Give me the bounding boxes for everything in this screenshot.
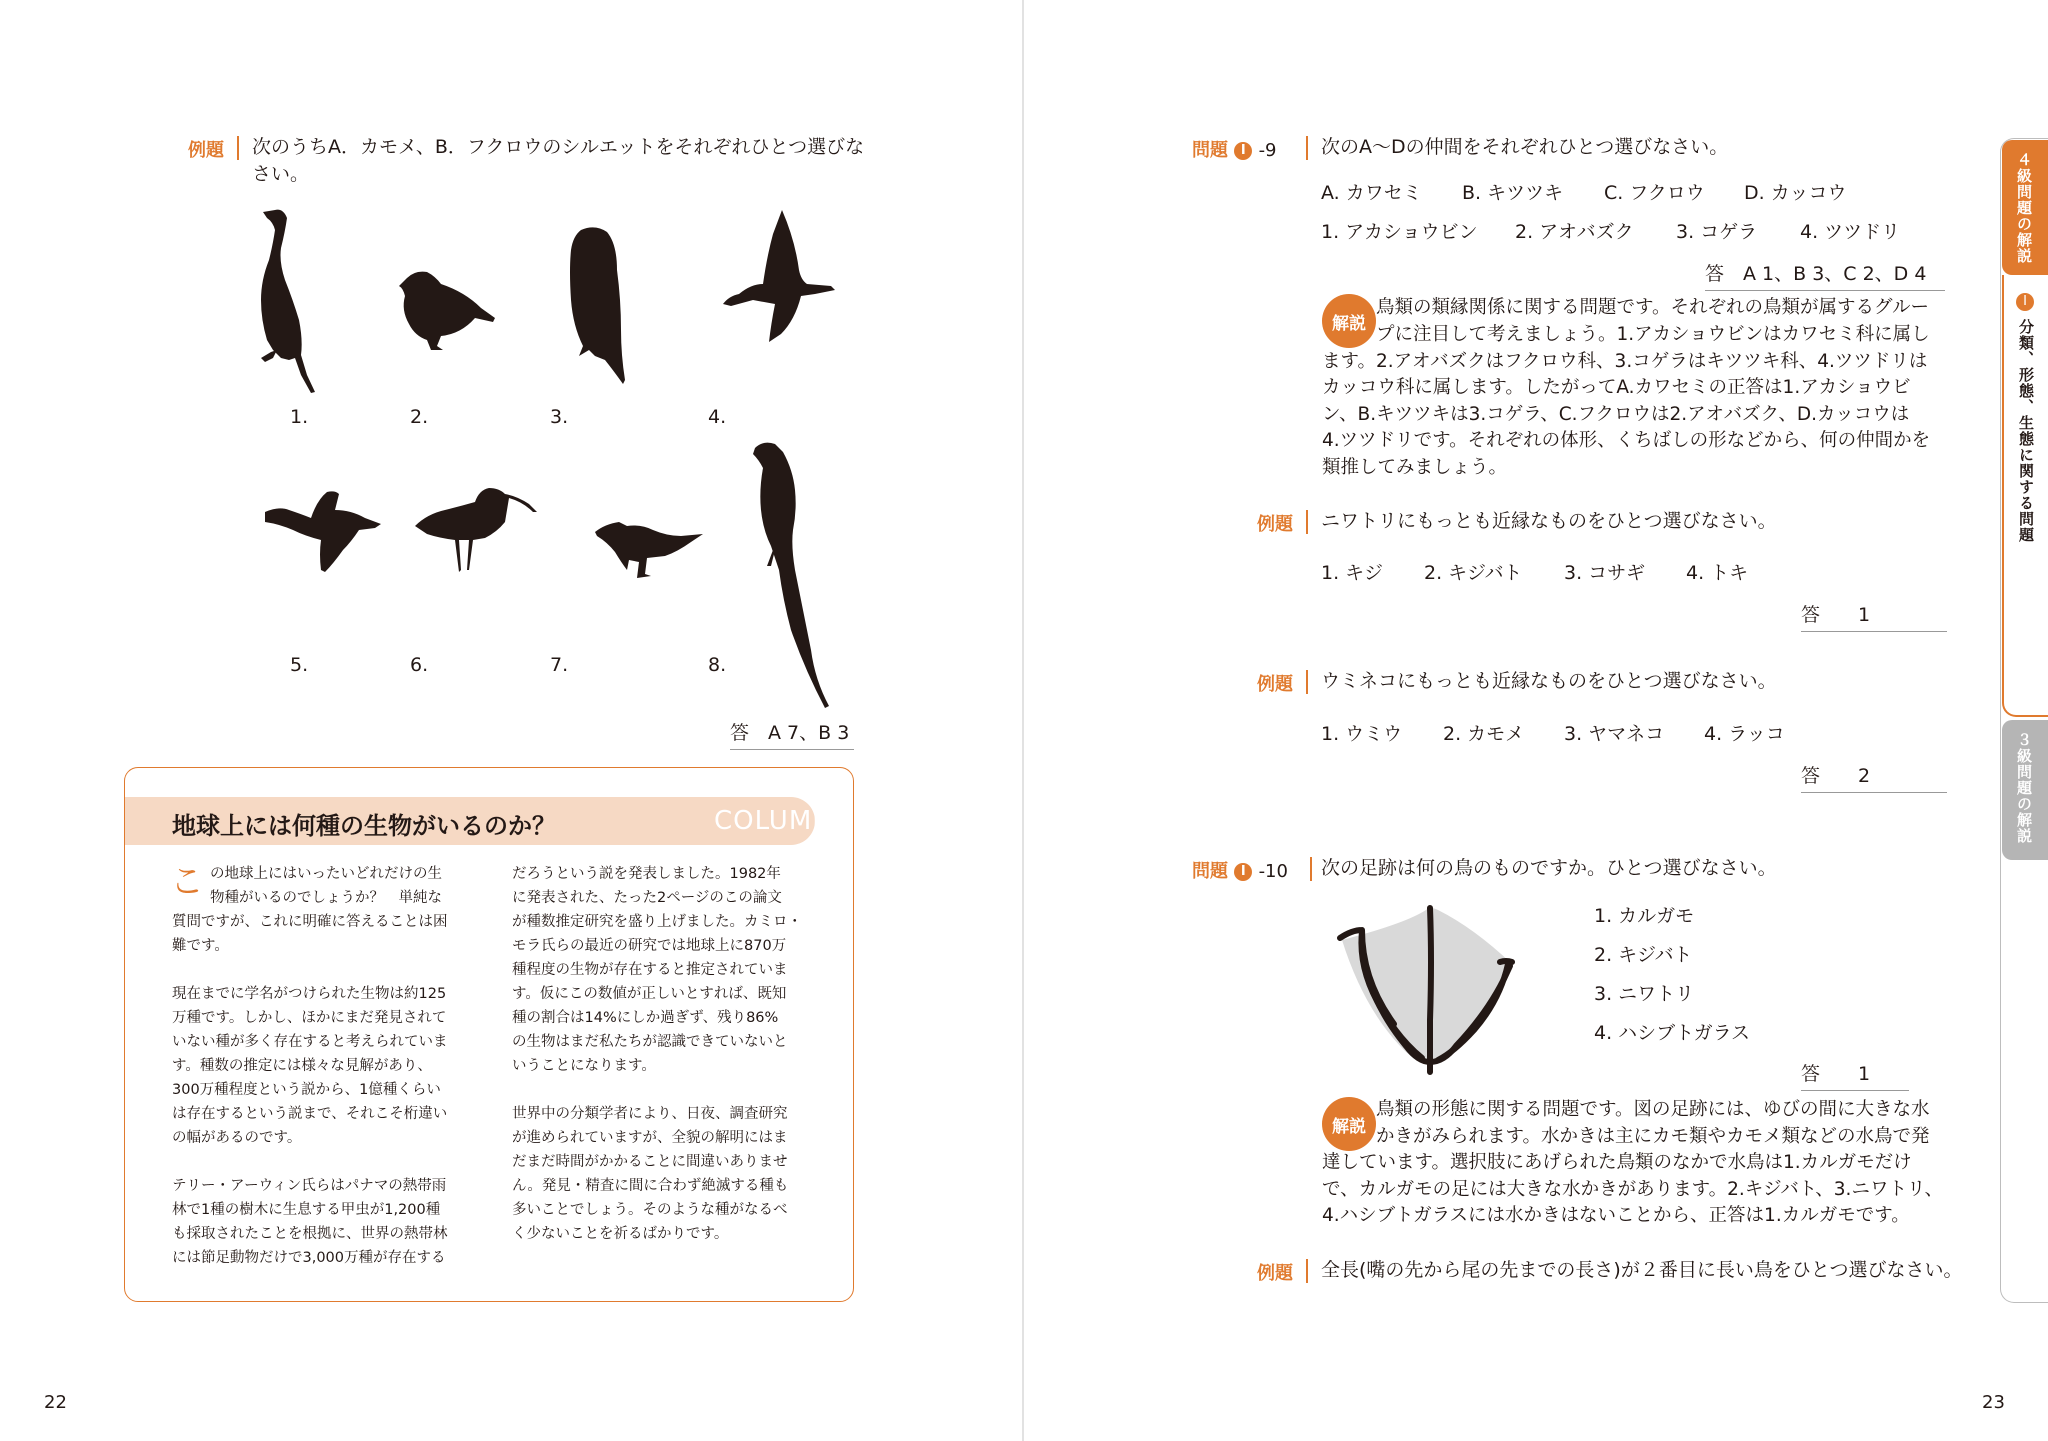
column-text: 多いことでしょう。そのような種がなるべ	[512, 1202, 788, 1218]
page-number: 22	[44, 1392, 67, 1413]
column-tag: COLUMN	[714, 806, 833, 836]
kaisetsu-badge: 解説	[1322, 294, 1376, 348]
option-2: 2. キジバト	[1424, 562, 1523, 584]
question-number: -10	[1258, 861, 1288, 882]
column-text: く少ないことを祈るばかりです。	[512, 1226, 729, 1242]
column-text: す。種数の推定には様々な見解があり、	[172, 1058, 432, 1074]
duck-footprint	[1334, 900, 1524, 1080]
column-text: テリー・アーウィン氏らはパナマの熱帯雨	[172, 1178, 447, 1194]
column-text: モラ氏らの最近の研究では地球上に870万	[512, 938, 787, 954]
tab-grade3-label: ３級問題の解説	[2015, 732, 2033, 844]
question-label	[1192, 857, 1288, 883]
silhouette-number-1: 1.	[290, 406, 309, 428]
explanation-line: 鳥類の形態に関する問題です。図の足跡には、ゆびの間に大きな水	[1376, 1099, 1930, 1120]
tab-roman-one-badge: Ⅰ	[2016, 293, 2034, 311]
column-text: が進められていますが、全貌の解明にはま	[512, 1130, 788, 1146]
column-text: の幅があるのです。	[172, 1130, 302, 1146]
left-page	[0, 0, 1022, 1441]
question-number: -9	[1258, 140, 1277, 161]
column-text: いうことになります。	[512, 1058, 656, 1074]
explanation-line: プに注目して考えましょう。1.アカショウビンはカワセミ科に属し	[1376, 324, 1930, 345]
explanation-line: ン、B.キツツキは3.コゲラ、C.フクロウは2.アオバズク、D.カッコウは	[1322, 404, 1910, 425]
silhouette-number-2: 2.	[410, 406, 429, 428]
bird-silhouettes	[255, 200, 845, 720]
bird-silhouette-6	[415, 488, 537, 572]
option-b: B. キツツキ	[1462, 182, 1564, 204]
bird-silhouette-2	[399, 272, 495, 350]
option-4: 4. ラッコ	[1704, 723, 1785, 745]
option-2: 2. アオバズク	[1515, 221, 1634, 243]
silhouette-number-3: 3.	[550, 406, 569, 428]
explanation-line: かきがみられます。水かきは主にカモ類やカモメ類などの水鳥で発	[1376, 1126, 1930, 1147]
bird-silhouette-3	[570, 227, 625, 384]
option-1: 1. キジ	[1321, 562, 1383, 584]
kaisetsu-badge: 解説	[1322, 1097, 1376, 1151]
column-text: は存在するという説まで、それこそ桁違い	[172, 1106, 448, 1122]
column-text: す。仮にこの数値が正しいとすれば、既知	[512, 986, 787, 1002]
explanation-line: 類推してみましょう。	[1322, 457, 1508, 478]
bird-silhouette-8	[753, 443, 829, 708]
column-text: だまだ時間がかかることに間違いありませ	[512, 1154, 788, 1170]
column-text: の地球上にはいったいどれだけの生	[210, 866, 442, 882]
explanation-line: 鳥類の類縁関係に関する問題です。それぞれの鳥類が属するグルー	[1376, 297, 1929, 318]
explanation-line: で、カルガモの足には大きな水かきがあります。2.キジバト、3.ニワトリ、	[1322, 1179, 1944, 1200]
label-divider	[1306, 136, 1308, 160]
option-4: 4. ツツドリ	[1800, 221, 1901, 243]
answer: 答 1	[1801, 1059, 1909, 1091]
column-text: に発表された、たった2ページのこの論文	[512, 890, 782, 906]
example-label: 例題	[188, 140, 224, 161]
tab-section-active[interactable]	[2002, 275, 2048, 717]
column-text: 現在までに学名がつけられた生物は約125	[172, 986, 447, 1002]
answer: 答 A 1、B 3、C 2、D 4	[1705, 259, 1945, 291]
option-d: D. カッコウ	[1744, 182, 1847, 204]
explanation-line: カッコウ科に属します。したがってA.カワセミの正答は1.アカショウビ	[1322, 377, 1911, 398]
column-text: も採取されたことを根拠に、世界の熱帯林	[172, 1226, 448, 1242]
right-page	[1024, 0, 2048, 1441]
roman-one-badge: Ⅰ	[1234, 863, 1252, 881]
answer: 答 1	[1801, 600, 1947, 632]
explanation-line: 4.ハシブトガラスには水かきはないことから、正答は1.カルガモです。	[1322, 1205, 1910, 1226]
question-text: 次のA～Dの仲間をそれぞれひとつ選びなさい。	[1321, 136, 1729, 158]
tab-grade3[interactable]	[2002, 720, 2048, 860]
question-label	[1192, 136, 1277, 162]
silhouette-number-8: 8.	[708, 654, 727, 676]
example-label: 例題	[1257, 1263, 1293, 1284]
column-text: には節足動物だけで3,000万種が存在する	[172, 1250, 446, 1266]
example-answer: 答 A 7、B 3	[730, 718, 854, 750]
option-a: A. カワセミ	[1321, 182, 1422, 204]
column-text: だろうという説を発表しました。1982年	[512, 866, 781, 882]
tab-grade4[interactable]	[2002, 140, 2048, 275]
roman-one-badge: Ⅰ	[1234, 142, 1252, 160]
option-3: 3. ヤマネコ	[1564, 723, 1665, 745]
silhouette-number-7: 7.	[550, 654, 569, 676]
silhouette-number-6: 6.	[410, 654, 429, 676]
tab-section-label: 分類、形態、生態に関する問題	[2017, 319, 2035, 543]
column-text: 世界中の分類学者により、日夜、調査研究	[512, 1106, 788, 1122]
silhouette-number-4: 4.	[708, 406, 727, 428]
column-text: いない種が多く存在すると考えられていま	[172, 1034, 448, 1050]
tab-grade4-label: ４級問題の解説	[2015, 152, 2033, 264]
column-text: 種の割合は14%にしか過ぎず、残り86%	[512, 1010, 779, 1026]
option-3: 3. コゲラ	[1676, 221, 1758, 243]
option-3: 3. コサギ	[1564, 562, 1646, 584]
option-2: 2. カモメ	[1443, 723, 1525, 745]
column-text: 難です。	[172, 938, 229, 954]
explanation-line: 達しています。選択肢にあげられた鳥類のなかで水鳥は1.カルガモだけ	[1322, 1152, 1912, 1173]
explanation-line: ます。2.アオバズクはフクロウ科、3.コゲラはキツツキ科、4.ツツドリは	[1322, 351, 1928, 372]
question-label-text: 問題	[1192, 140, 1228, 161]
option-4: 4. トキ	[1686, 562, 1749, 584]
bird-silhouette-5	[265, 491, 381, 572]
example-question-line1: 次のうちA．カモメ、B．フクロウのシルエットをそれぞれひとつ選びな	[252, 136, 865, 158]
option-4: 4. ハシブトガラス	[1594, 1022, 1751, 1044]
column-text: 質問ですが、これに明確に答えることは困	[172, 914, 448, 930]
example-question: 全長(嘴の先から尾の先までの長さ)が２番目に長い鳥をひとつ選びなさい。	[1321, 1259, 1963, 1281]
option-1: 1. ウミウ	[1321, 723, 1403, 745]
column-title: 地球上には何種の生物がいるのか？	[172, 812, 556, 840]
column-text: 種程度の生物が存在すると推定されていま	[512, 962, 788, 978]
column-text: の生物はまだ私たちが認識できていないと	[512, 1034, 788, 1050]
label-divider	[1306, 670, 1308, 694]
bird-silhouette-1	[261, 210, 315, 393]
silhouette-number-5: 5.	[290, 654, 309, 676]
answer: 答 2	[1801, 761, 1947, 793]
example-question-line2: さい。	[252, 163, 310, 185]
example-question: ウミネコにもっとも近縁なものをひとつ選びなさい。	[1321, 670, 1777, 692]
label-divider	[237, 136, 239, 160]
option-2: 2. キジバト	[1594, 944, 1693, 966]
column-text: 300万種程度という説から、1億種くらい	[172, 1082, 441, 1098]
column-text: ん。発見・精査に間に合わず絶滅する種も	[512, 1178, 789, 1194]
example-label: 例題	[1257, 674, 1293, 695]
page-number: 23	[1982, 1392, 2005, 1413]
example-label: 例題	[1257, 514, 1293, 535]
option-1: 1. カルガモ	[1594, 905, 1695, 927]
label-divider	[1310, 857, 1312, 881]
question-text: 次の足跡は何の鳥のものですか。ひとつ選びなさい。	[1321, 857, 1777, 879]
label-divider	[1306, 510, 1308, 534]
bird-silhouette-4	[723, 210, 835, 342]
column-text: が種数推定研究を盛り上げました。カミロ・	[512, 914, 802, 930]
option-c: C. フクロウ	[1604, 182, 1705, 204]
column-text: 物種がいるのでしょうか？ 単純な	[210, 890, 442, 906]
label-divider	[1306, 1259, 1308, 1283]
option-3: 3. ニワトリ	[1594, 983, 1695, 1005]
explanation-line: 4.ツツドリです。それぞれの体形、くちばしの形などから、何の仲間かを	[1322, 430, 1931, 451]
option-1: 1. アカショウビン	[1321, 221, 1478, 243]
question-label-text: 問題	[1192, 861, 1228, 882]
example-question: ニワトリにもっとも近縁なものをひとつ選びなさい。	[1321, 510, 1777, 532]
column-text: 万種です。しかし、ほかにまだ発見されて	[172, 1010, 447, 1026]
bird-silhouette-7	[595, 522, 703, 578]
column-dropcap: こ	[170, 862, 204, 902]
column-text: 林で1種の樹木に生息する甲虫が1,200種	[172, 1202, 441, 1218]
